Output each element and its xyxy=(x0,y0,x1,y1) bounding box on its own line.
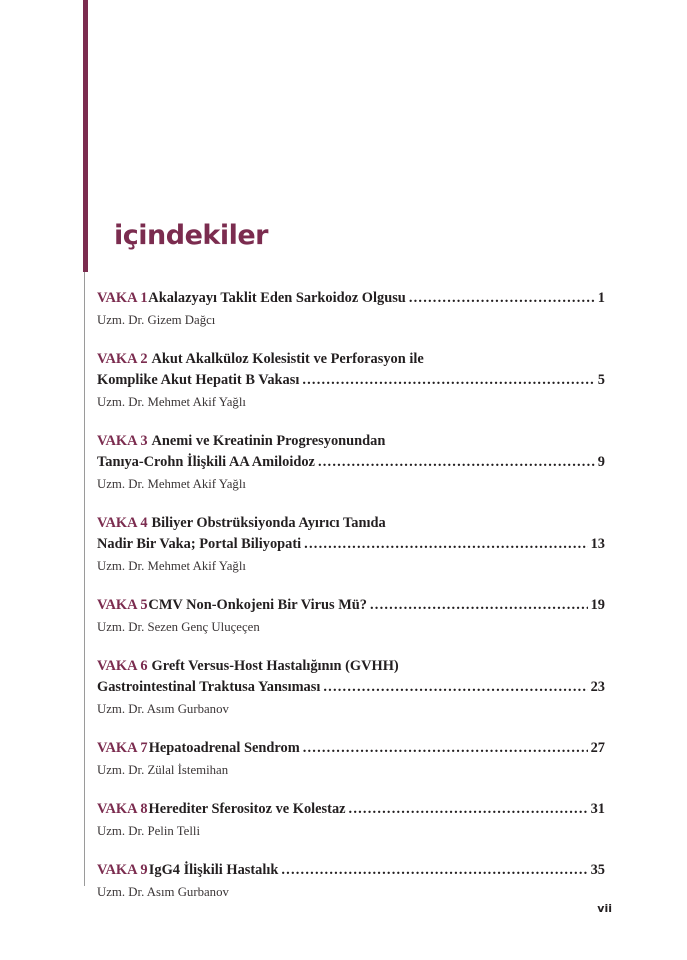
toc-entry-1[interactable] xyxy=(97,288,605,330)
toc-entry-2[interactable] xyxy=(97,349,605,412)
case-title: IgG4 İlişkili Hastalık xyxy=(148,862,279,878)
case-title-continued: Gastrointestinal Traktusa Yansıması xyxy=(97,679,321,695)
toc-entry-title-line xyxy=(97,677,605,698)
case-title-continued: Nadir Bir Vaka; Portal Biliyopati xyxy=(97,536,302,552)
page-ref: 31 xyxy=(590,801,605,817)
toc-entry-title-line xyxy=(97,349,605,370)
dot-leader xyxy=(349,799,588,820)
author: Uzm. Dr. Sezen Genç Uluçeçen xyxy=(97,620,260,634)
toc-entry-title-line xyxy=(97,513,605,534)
dot-leader xyxy=(303,738,588,759)
author: Uzm. Dr. Zülal İstemihan xyxy=(97,763,229,777)
case-number: VAKA 2 xyxy=(97,351,148,367)
page-ref: 23 xyxy=(590,679,605,695)
dot-leader xyxy=(304,534,587,555)
case-number: VAKA 7 xyxy=(97,740,148,756)
toc-entry-9[interactable] xyxy=(97,860,605,902)
page-number: vii xyxy=(597,902,612,915)
toc-entry-title-line xyxy=(97,370,605,391)
toc-entry-3[interactable] xyxy=(97,431,605,494)
toc-entry-4[interactable] xyxy=(97,513,605,576)
case-title-continued: Komplike Akut Hepatit B Vakası xyxy=(97,372,300,388)
table-of-contents xyxy=(97,288,605,921)
page-ref: 19 xyxy=(590,597,605,613)
author: Uzm. Dr. Asım Gurbanov xyxy=(97,702,229,716)
case-title: Biliyer Obstrüksiyonda Ayırıcı Tanıda xyxy=(151,515,386,531)
case-number: VAKA 8 xyxy=(97,801,148,817)
author: Uzm. Dr. Pelin Telli xyxy=(97,824,201,838)
dot-leader xyxy=(323,677,587,698)
page-ref: 5 xyxy=(597,372,605,388)
page-ref: 9 xyxy=(597,454,605,470)
case-number: VAKA 9 xyxy=(97,862,148,878)
case-number: VAKA 5 xyxy=(97,597,148,613)
case-number: VAKA 3 xyxy=(97,433,148,449)
toc-entry-title-line xyxy=(97,534,605,555)
toc-entry-title-line xyxy=(97,595,605,616)
author: Uzm. Dr. Asım Gurbanov xyxy=(97,885,229,899)
toc-entry-title-line xyxy=(97,431,605,452)
accent-bar xyxy=(83,0,88,272)
page-ref: 35 xyxy=(590,862,605,878)
toc-entry-title-line xyxy=(97,452,605,473)
toc-entry-title-line xyxy=(97,799,605,820)
case-title-continued: Tanıya-Crohn İlişkili AA Amiloidoz xyxy=(97,454,315,470)
page-ref: 27 xyxy=(590,740,605,756)
case-title: Herediter Sferositoz ve Kolestaz xyxy=(148,801,346,817)
case-title: Greft Versus-Host Hastalığının (GVHH) xyxy=(151,658,399,674)
dot-leader xyxy=(370,595,588,616)
toc-entry-7[interactable] xyxy=(97,738,605,780)
case-title: CMV Non-Onkojeni Bir Virus Mü? xyxy=(148,597,367,613)
case-title: Akut Akalküloz Kolesistit ve Perforasyon ile xyxy=(151,351,424,367)
toc-entry-title-line xyxy=(97,860,605,881)
toc-entry-5[interactable] xyxy=(97,595,605,637)
case-number: VAKA 4 xyxy=(97,515,148,531)
case-title: Akalazyayı Taklit Eden Sarkoidoz Olgusu xyxy=(148,290,406,306)
toc-entry-title-line xyxy=(97,738,605,759)
page-title: içindekiler xyxy=(114,220,268,251)
case-title: Hepatoadrenal Sendrom xyxy=(148,740,300,756)
toc-entry-title-line xyxy=(97,288,605,309)
toc-entry-8[interactable] xyxy=(97,799,605,841)
case-number: VAKA 1 xyxy=(97,290,148,306)
margin-rule xyxy=(84,272,85,886)
author: Uzm. Dr. Mehmet Akif Yağlı xyxy=(97,395,246,409)
author: Uzm. Dr. Mehmet Akif Yağlı xyxy=(97,559,246,573)
dot-leader xyxy=(318,452,595,473)
toc-entry-title-line xyxy=(97,656,605,677)
author: Uzm. Dr. Gizem Dağcı xyxy=(97,313,216,327)
toc-entry-6[interactable] xyxy=(97,656,605,719)
author: Uzm. Dr. Mehmet Akif Yağlı xyxy=(97,477,246,491)
dot-leader xyxy=(409,288,595,309)
page-ref: 1 xyxy=(597,290,605,306)
dot-leader xyxy=(302,370,594,391)
case-number: VAKA 6 xyxy=(97,658,148,674)
page-ref: 13 xyxy=(590,536,605,552)
dot-leader xyxy=(281,860,587,881)
case-title: Anemi ve Kreatinin Progresyonundan xyxy=(151,433,386,449)
